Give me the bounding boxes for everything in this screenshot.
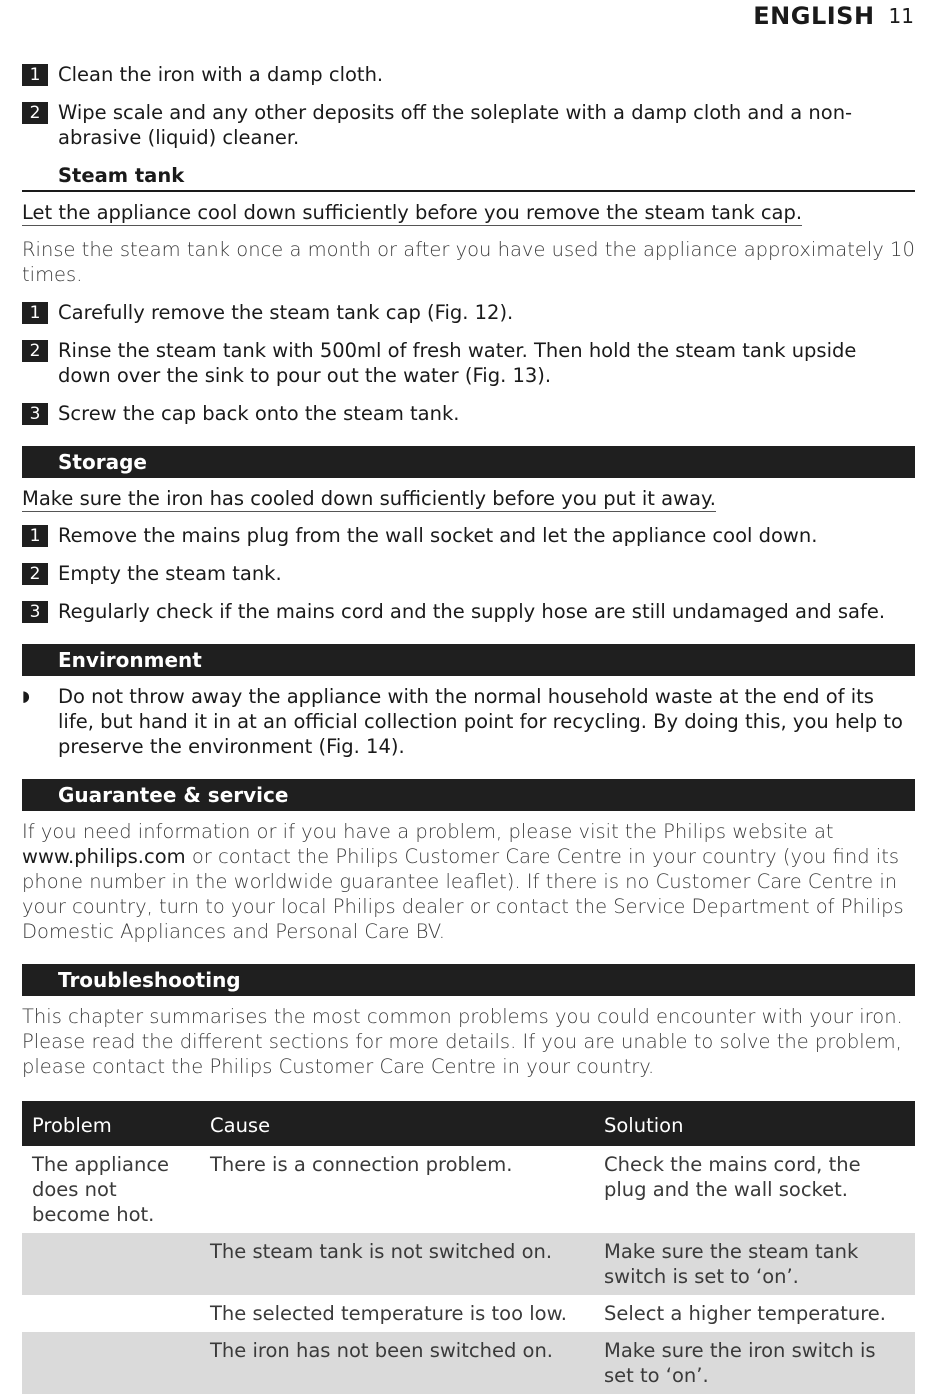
step-number: 3 xyxy=(22,403,48,425)
steam-tank-intro: Rinse the steam tank once a month or after you have used the appliance approximately 10 times. xyxy=(22,238,915,286)
table-row xyxy=(22,1233,915,1295)
column-header-cause: Cause xyxy=(200,1101,594,1146)
step-number: 1 xyxy=(22,64,48,86)
environment-text: Do not throw away the appliance with the normal household waste at the end of its life, but hand it in at an official collection point for recycling. By doing this, you help to preserve the environment (Fig. 14). xyxy=(58,685,903,758)
step-number: 2 xyxy=(22,102,48,124)
guarantee-text-start: If you need information or if you have a problem, please visit the Philips website at xyxy=(22,820,834,843)
bullet-icon: ◗ xyxy=(22,687,30,705)
step-number: 2 xyxy=(22,563,48,585)
column-header-problem: Problem xyxy=(22,1101,200,1146)
troubleshooting-table xyxy=(22,1101,915,1394)
steam-tank-step xyxy=(22,300,915,325)
cause-cell: There is a connection problem. xyxy=(210,1153,513,1176)
cleaning-step xyxy=(22,62,915,87)
step-text: Empty the steam tank. xyxy=(58,562,282,585)
step-text: Rinse the steam tank with 500ml of fresh water. Then hold the steam tank upside down over the sink to pour out the water (Fig. 13). xyxy=(58,339,857,387)
language-label: ENGLISH xyxy=(753,2,875,30)
environment-item xyxy=(22,684,915,759)
cause-cell: The iron has not been switched on. xyxy=(200,1332,594,1394)
guarantee-text xyxy=(22,819,915,944)
step-text: Remove the mains plug from the wall socket and let the appliance cool down. xyxy=(58,524,818,547)
step-number: 3 xyxy=(22,601,48,623)
steam-tank-step xyxy=(22,338,915,388)
step-text: Wipe scale and any other deposits off the soleplate with a damp cloth and a non-abrasive (liquid) cleaner. xyxy=(58,101,853,149)
troubleshooting-heading: Troubleshooting xyxy=(22,964,915,996)
problem-cell xyxy=(22,1332,200,1394)
solution-cell: Make sure the steam tank switch is set to ‘on’. xyxy=(594,1233,915,1295)
storage-warning xyxy=(22,486,915,511)
cause-cell: The selected temperature is too low. xyxy=(210,1302,567,1325)
solution-cell: Make sure the iron switch is set to ‘on’. xyxy=(594,1332,915,1394)
step-number: 1 xyxy=(22,525,48,547)
table-row xyxy=(22,1146,915,1233)
step-number: 1 xyxy=(22,302,48,324)
step-text: Regularly check if the mains cord and the supply hose are still undamaged and safe. xyxy=(58,600,886,623)
table-row xyxy=(22,1295,915,1332)
step-text: Screw the cap back onto the steam tank. xyxy=(58,402,460,425)
table-header-row xyxy=(22,1101,915,1146)
problem-cell xyxy=(22,1295,200,1332)
storage-step xyxy=(22,523,915,548)
steam-tank-step xyxy=(22,401,915,426)
guarantee-heading: Guarantee & service xyxy=(22,779,915,811)
philips-website-link[interactable]: www.philips.com xyxy=(22,845,186,868)
guarantee-text-end: or contact the Philips Customer Care Centre in your country (you find its phone number in the worldwide guarantee leaflet). If there is no Customer Care Centre in your country, turn to your local Philips dealer or contact the Service Department of Philips Domestic Appliances and Personal Care BV. xyxy=(22,845,904,943)
troubleshooting-intro: This chapter summarises the most common problems you could encounter with your iron. Please read the different sections for more details. If you are unable to solve the problem, please contact the Philips Customer Care Centre in your country. xyxy=(22,1005,903,1078)
warning-text: Make sure the iron has cooled down sufficiently before you put it away. xyxy=(22,487,716,510)
problem-cell xyxy=(22,1233,200,1295)
solution-cell: Check the mains cord, the plug and the wall socket. xyxy=(604,1153,861,1201)
problem-cell: The appliance does not become hot. xyxy=(32,1153,170,1226)
step-number: 2 xyxy=(22,340,48,362)
table-row xyxy=(22,1332,915,1394)
page-content xyxy=(22,62,915,1394)
environment-heading: Environment xyxy=(22,644,915,676)
step-text: Carefully remove the steam tank cap (Fig. 12). xyxy=(58,301,514,324)
solution-cell: Select a higher temperature. xyxy=(604,1302,886,1325)
page-number: 11 xyxy=(888,4,914,28)
page-header xyxy=(753,0,914,32)
cause-cell: The steam tank is not switched on. xyxy=(200,1233,594,1295)
step-text: Clean the iron with a damp cloth. xyxy=(58,63,384,86)
storage-step xyxy=(22,561,915,586)
steam-tank-warning xyxy=(22,200,915,225)
cleaning-step xyxy=(22,100,915,150)
steam-tank-heading: Steam tank xyxy=(22,163,915,192)
storage-step xyxy=(22,599,915,624)
warning-text: Let the appliance cool down sufficiently before you remove the steam tank cap. xyxy=(22,201,803,224)
column-header-solution: Solution xyxy=(594,1101,915,1146)
storage-heading: Storage xyxy=(22,446,915,478)
